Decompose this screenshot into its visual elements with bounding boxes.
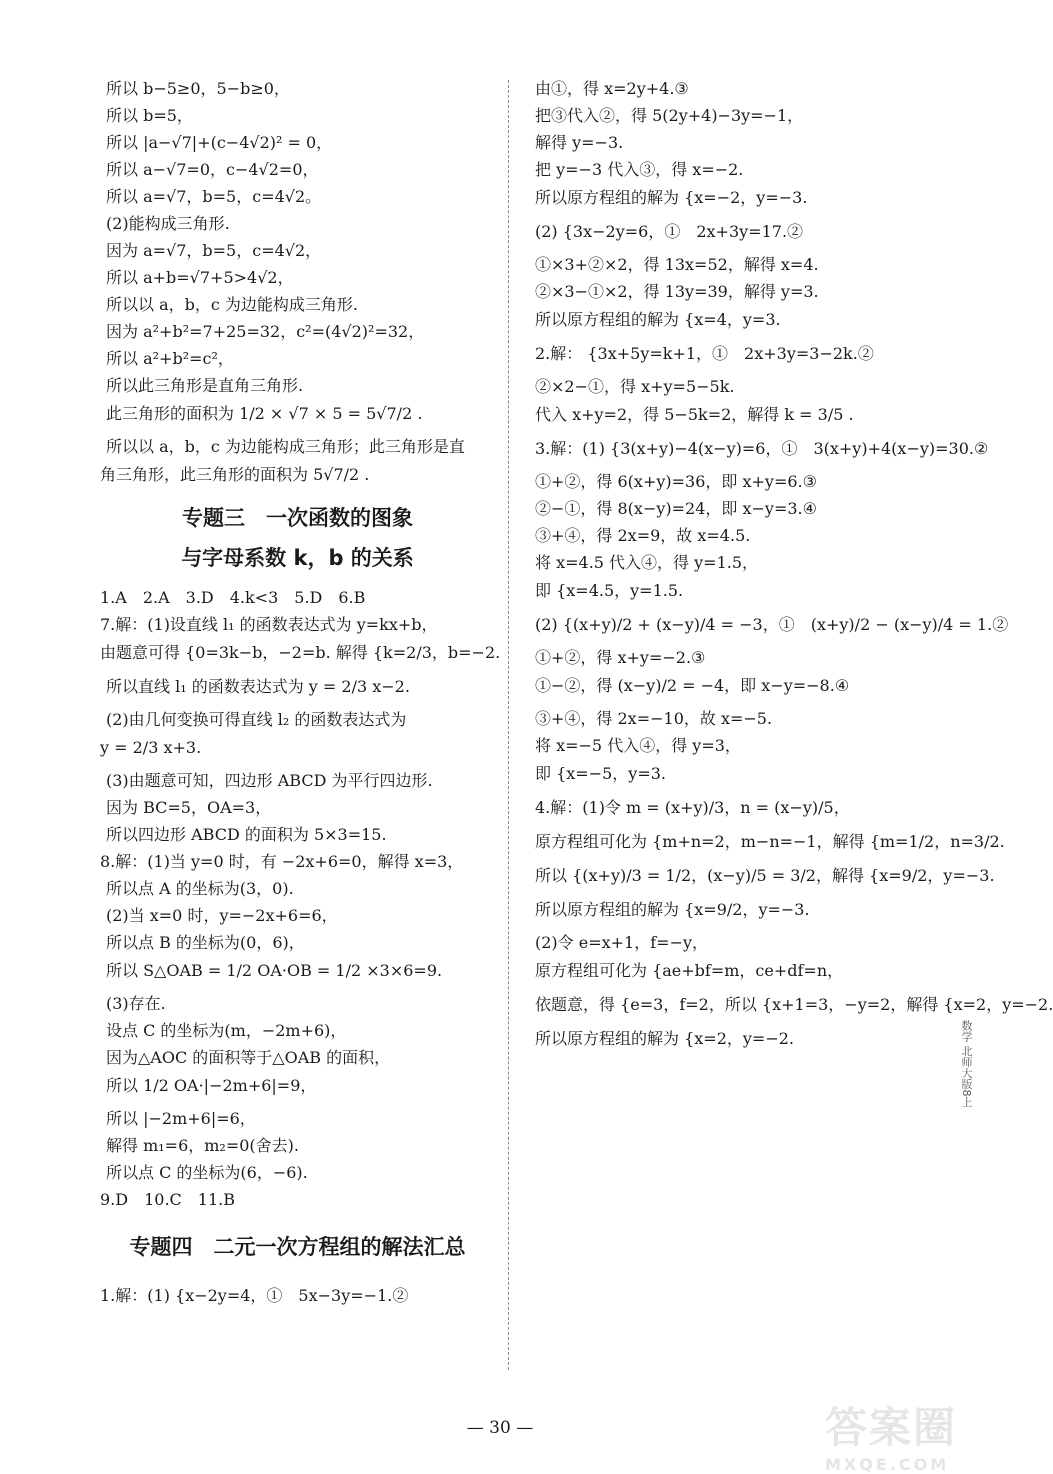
solution-line: 7.解：(1)设直线 l₁ 的函数表达式为 y=kx+b，	[100, 615, 438, 634]
solution-line: 2.解： {3x+5y=k+1，① 2x+3y=3−2k.②	[535, 344, 874, 363]
solution-line: 所以原方程组的解为 {x=2，y=−2.	[535, 1029, 794, 1048]
solution-line: ③+④，得 2x=−10，故 x=−5.	[535, 709, 773, 728]
solution-line: 解得 m₁=6，m₂=0(舍去).	[106, 1136, 300, 1155]
solution-line: 解得 y=−3.	[535, 133, 624, 152]
solution-line: ①+②，得 6(x+y)=36，即 x+y=6.③	[535, 472, 817, 491]
solution-line: 把 y=−3 代入③，得 x=−2.	[535, 160, 744, 179]
solution-line: ②×2−①，得 x+y=5−5k.	[535, 377, 735, 396]
solution-line: 所以 |a−√7|+(c−4√2)² = 0，	[106, 133, 333, 152]
solution-line: 所以 b=5，	[106, 106, 193, 125]
solution-line: (2)令 e=x+1，f=−y，	[535, 933, 709, 952]
solution-line: 因为 a²+b²=7+25=32，c²=(4√2)²=32，	[106, 322, 425, 341]
solution-line: ①+②，得 x+y=−2.③	[535, 648, 706, 667]
solution-line: 即 {x=−5，y=3.	[535, 764, 666, 783]
solution-line: 设点 C 的坐标为(m，−2m+6)，	[106, 1021, 347, 1040]
solution-line: 所以 |−2m+6|=6，	[106, 1109, 256, 1128]
solution-line: 所以原方程组的解为 {x=4，y=3.	[535, 310, 781, 329]
side-label: 数学 北师大版8上	[960, 1020, 973, 1108]
solution-line: 所以点 A 的坐标为(3，0).	[106, 879, 294, 898]
watermark-mark: 答案圈	[825, 1403, 958, 1452]
solution-line: 因为 a=√7，b=5，c=4√2，	[106, 241, 322, 260]
solution-line: 所以以 a，b，c 为边能构成三角形；此三角形是直	[106, 437, 465, 456]
solution-line: 依题意，得 {e=3，f=2，所以 {x+1=3，−y=2，解得 {x=2，y=−2.	[535, 995, 1053, 1014]
solution-line: 1.A 2.A 3.D 4.k<3 5.D 6.B	[100, 588, 366, 607]
solution-line: 4.解：(1)令 m = (x+y)/3，n = (x−y)/5，	[535, 798, 850, 817]
section-heading: 专题四 二元一次方程组的解法汇总	[129, 1235, 466, 1259]
column-divider	[508, 80, 509, 1370]
solution-line: 原方程组可化为 {ae+bf=m，ce+df=n，	[535, 961, 844, 980]
solution-line: 8.解：(1)当 y=0 时，有 −2x+6=0，解得 x=3，	[100, 852, 464, 871]
left-column	[100, 78, 501, 1318]
page-number: — 30 —	[466, 1418, 534, 1438]
solution-line: (2)当 x=0 时，y=−2x+6=6，	[106, 906, 338, 925]
solution-line: 所以 b−5≥0，5−b≥0，	[106, 79, 290, 98]
solution-line: 3.解：(1) {3(x+y)−4(x−y)=6，① 3(x+y)+4(x−y)=30.②	[535, 439, 989, 458]
solution-line: 原方程组可化为 {m+n=2，m−n=−1，解得 {m=1/2，n=3/2.	[535, 832, 1005, 851]
solution-line: 所以四边形 ABCD 的面积为 5×3=15.	[106, 825, 387, 844]
solution-line: y = 2/3 x+3.	[100, 738, 202, 757]
solution-line: 9.D 10.C 11.B	[100, 1190, 235, 1209]
solution-line: 将 x=4.5 代入④，得 y=1.5，	[535, 553, 759, 572]
solution-line: (3)由题意可知，四边形 ABCD 为平行四边形.	[106, 771, 433, 790]
solution-line: 所以此三角形是直角三角形.	[106, 376, 304, 395]
watermark-url: MXQE.COM	[825, 1455, 950, 1474]
solution-line: 所以原方程组的解为 {x=9/2，y=−3.	[535, 900, 810, 919]
solution-line: 所以点 B 的坐标为(0，6)，	[106, 933, 305, 952]
solution-line: 所以 a²+b²=c²，	[106, 349, 234, 368]
solution-line: 角三角形，此三角形的面积为 5√7/2 .	[100, 465, 370, 484]
solution-line: 所以直线 l₁ 的函数表达式为 y = 2/3 x−2.	[106, 677, 410, 696]
solution-line: 即 {x=4.5，y=1.5.	[535, 581, 684, 600]
solution-line: (2) {3x−2y=6，① 2x+3y=17.②	[535, 222, 804, 241]
solution-line: 所以原方程组的解为 {x=−2，y=−3.	[535, 188, 808, 207]
solution-line: 1.解：(1) {x−2y=4，① 5x−3y=−1.②	[100, 1286, 409, 1305]
solution-line: 所以 {(x+y)/3 = 1/2，(x−y)/5 = 3/2，解得 {x=9/2，y=−3.	[535, 866, 995, 885]
solution-line: ②−①，得 8(x−y)=24，即 x−y=3.④	[535, 499, 817, 518]
solution-line: (2) {(x+y)/2 + (x−y)/4 = −3，① (x+y)/2 − (x−y)/4 = 1.②	[535, 615, 1009, 634]
solution-line: (2)由几何变换可得直线 l₂ 的函数表达式为	[106, 710, 407, 729]
solution-line: 所以 1/2 OA·|−2m+6|=9，	[106, 1076, 317, 1095]
solution-line: 所以 a=√7，b=5，c=4√2。	[106, 187, 322, 206]
solution-line: 所以 S△OAB = 1/2 OA·OB = 1/2 ×3×6=9.	[106, 961, 443, 980]
solution-line: 所以点 C 的坐标为(6，−6).	[106, 1163, 308, 1182]
solution-line: 由①，得 x=2y+4.③	[535, 79, 689, 98]
solution-line: 由题意可得 {0=3k−b，−2=b. 解得 {k=2/3，b=−2.	[100, 643, 501, 662]
section-heading: 与字母系数 k，b 的关系	[181, 546, 414, 570]
solution-line: (2)能构成三角形.	[106, 214, 230, 233]
solution-line: 因为△AOC 的面积等于△OAB 的面积，	[106, 1048, 391, 1067]
solution-line: 所以以 a，b，c 为边能构成三角形.	[106, 295, 359, 314]
solution-line: 因为 BC=5，OA=3，	[106, 798, 272, 817]
solution-line: 此三角形的面积为 1/2 × √7 × 5 = 5√7/2 .	[106, 404, 423, 423]
solution-line: ①−②，得 (x−y)/2 = −4，即 x−y=−8.④	[535, 676, 850, 695]
solution-line: (3)存在.	[106, 994, 166, 1013]
solution-line: ③+④，得 2x=9，故 x=4.5.	[535, 526, 751, 545]
solution-line: ②×3−①×2，得 13y=39，解得 y=3.	[535, 282, 819, 301]
right-column	[535, 78, 1053, 1061]
solution-line: 把③代入②，得 5(2y+4)−3y=−1，	[535, 106, 804, 125]
solution-line: 代入 x+y=2，得 5−5k=2，解得 k = 3/5 .	[535, 405, 854, 424]
solution-line: 将 x=−5 代入④，得 y=3，	[535, 736, 741, 755]
section-heading: 专题三 一次函数的图象	[182, 506, 413, 530]
solution-line: 所以 a+b=√7+5>4√2，	[106, 268, 294, 287]
watermark-logo	[825, 1395, 975, 1474]
solution-line: ①×3+②×2，得 13x=52，解得 x=4.	[535, 255, 819, 274]
solution-line: 所以 a−√7=0，c−4√2=0，	[106, 160, 319, 179]
